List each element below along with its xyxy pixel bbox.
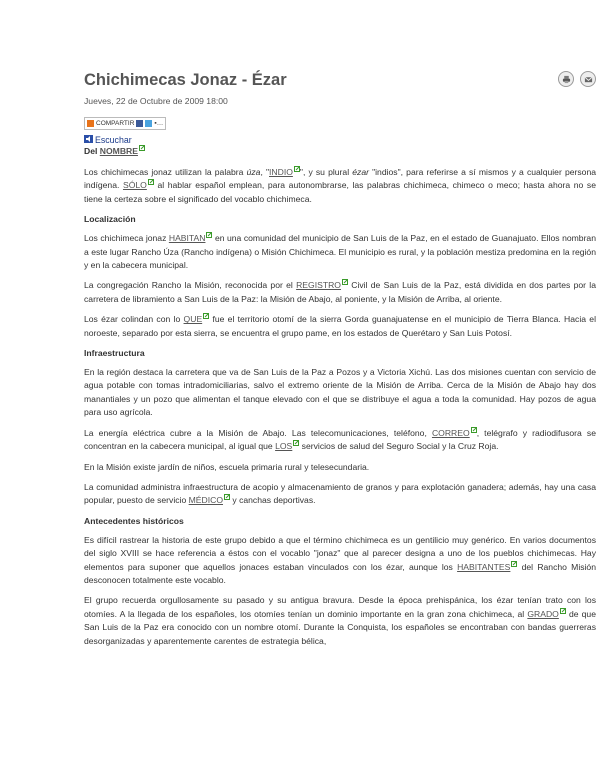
paragraph-localizacion-1	[84, 232, 596, 272]
text: fue el territorio otomí de la sierra Gorda guanajuatense en el municipio de Tierra Blanca. Hacia el noroeste, separado por esta sierra, se encuentra el grupo pame, en los estados de Querétaro y San Luis Potosí.	[84, 314, 596, 338]
paragraph-antecedentes-1	[84, 534, 596, 588]
link-habitan[interactable]: HABITAN	[168, 233, 206, 244]
text: servicios de salud del Seguro Social y la Cruz Roja.	[299, 441, 499, 452]
print-icon[interactable]	[558, 71, 574, 87]
more-icon: ▪…	[154, 120, 164, 127]
paragraph-infraestructura-4	[84, 481, 596, 508]
text: El grupo recuerda orgullosamente su pasado y su antigua bravura. Desde la época prehispánica, los ézar tenían trato con los otomíes. A la llegada de los españoles, los otomíes tenían un dominio importante en la gran zona chichimeca, al	[84, 595, 596, 619]
link-medico[interactable]: MÉDICO	[188, 495, 223, 506]
text: "indios", para referirse a sí mismos y a cualquier persona indígena.	[84, 167, 597, 191]
text: ", y su plural	[299, 167, 353, 177]
text-emphasis: úza	[246, 167, 261, 177]
paragraph-antecedentes-2	[84, 594, 596, 648]
twitter-icon	[145, 120, 152, 127]
link-registro[interactable]: REGISTRO	[296, 280, 341, 291]
facebook-icon	[136, 120, 143, 127]
share-label: COMPARTIR	[96, 120, 135, 127]
section-heading-antecedentes: Antecedentes históricos	[84, 515, 184, 526]
text: Civil de San Luis de la Paz, está dividida en dos partes por la carretera de libramiento a San Luis de la Paz: la Misión de Abajo, al poniente, y la Misión de Arriba, al oriente.	[84, 280, 596, 304]
section-heading-localizacion: Localización	[84, 214, 136, 225]
heading-prefix: Del	[84, 146, 100, 156]
text: La congregación Rancho la Misión, reconocida por el	[84, 280, 297, 291]
section-heading-nombre	[84, 145, 596, 158]
title-row	[84, 66, 596, 94]
text: Los chichimecas jonaz utilizan la palabra	[84, 167, 247, 177]
share-button[interactable]	[84, 117, 166, 130]
link-grado[interactable]: GRADO	[527, 608, 559, 619]
link-indio[interactable]: INDIO	[269, 167, 293, 177]
link-solo[interactable]: SÓLO	[122, 180, 147, 191]
text: La comunidad administra infraestructura de acopio y almacenamiento de granos y para explotación ganadera; además, hay una casa popular, puesto de servicio	[84, 481, 596, 506]
paragraph-infraestructura-3: En la Misión existe jardín de niños, escuela primaria rural y telesecundaria.	[84, 461, 370, 472]
listen-button[interactable]	[84, 134, 596, 145]
text: del Rancho Misión desconocen totalmente este vocablo.	[84, 561, 596, 585]
email-icon[interactable]	[580, 71, 596, 87]
link-correo[interactable]: CORREO	[431, 427, 470, 438]
text-emphasis: ézar	[352, 167, 369, 177]
link-habitantes[interactable]: HABITANTES	[457, 561, 511, 572]
text: en una comunidad del municipio de San Luis de la Paz, en el estado de Guanajuato. Ellos nombran a este lugar Rancho Úza (Rancho indígena) o Misión Chichimeca. El municipio es rural, y la población mestiza predomina en la región y en la cabecera municipal.	[84, 233, 596, 271]
publish-date: Jueves, 22 de Octubre de 2009 18:00	[84, 96, 228, 106]
paragraph-infraestructura-1: En la región destaca la carretera que va de San Luis de la Paz a Pozos y a Victoria Xichú. Las dos misiones cuentan con servicio de agua potable con tomas intradomiciliarias, salvo el extremo oriente de la Misión de Arriba. Cerca de la Misión de Abajo hay dos manantiales y un pozo que alimentan el tanque elevado con el que se distribuye el agua a toda la comunidad. Hay pozos de agua para uso agrícola.	[84, 367, 596, 418]
text: al hablar español emplean, para autonombrarse, las palabras chichimeca, chimeco o meco; hasta ahora no se tiene la certeza sobre el significado del vocablo chichimeca.	[84, 180, 596, 204]
text: y canchas deportivas.	[230, 495, 316, 506]
link-que[interactable]: QUE	[183, 314, 203, 325]
text: de que San Luis de la Paz era conocido con un nombre otomí. Durante la Conquista, los españoles se encontraban con bandas guerreras desorganizadas y aparentemente carentes de estrategia bélica,	[84, 608, 596, 646]
link-nombre[interactable]: NOMBRE	[99, 146, 138, 156]
paragraph-infraestructura-2	[84, 427, 596, 454]
text: Los ézar colindan con lo	[84, 314, 184, 325]
section-heading-infraestructura: Infraestructura	[84, 348, 145, 359]
article-tools	[558, 71, 596, 87]
page-title: Chichimecas Jonaz - Ézar	[84, 71, 287, 89]
article	[84, 66, 596, 655]
paragraph-localizacion-2	[84, 279, 596, 306]
listen-label: Escuchar	[95, 134, 132, 145]
text: Los chichimeca jonaz	[84, 233, 169, 244]
text: La energía eléctrica cubre a la Misión de Abajo. Las telecomunicaciones, teléfono,	[84, 427, 432, 438]
external-link-icon	[139, 145, 145, 151]
text: , telégrafo y radiodifusora se concentran en la cabecera municipal, al igual que	[84, 427, 597, 452]
paragraph-localizacion-3	[84, 313, 596, 340]
link-los[interactable]: LOS	[275, 441, 293, 452]
speaker-icon	[84, 135, 93, 145]
text: , "	[260, 167, 270, 177]
share-icon	[87, 120, 94, 127]
paragraph-nombre	[84, 166, 596, 206]
text: Es difícil rastrear la historia de este grupo debido a que el término chichimeca es un gentilicio muy genérico. En varios documentos del siglo XVIII se hace referencia a éstos con el vocablo "jonaz" que al parecer designa a uno de los pueblos chichimecas. Hay elementos para suponer que aquellos jonaces estaban vinculados con los ézar, aunque los	[84, 534, 596, 572]
